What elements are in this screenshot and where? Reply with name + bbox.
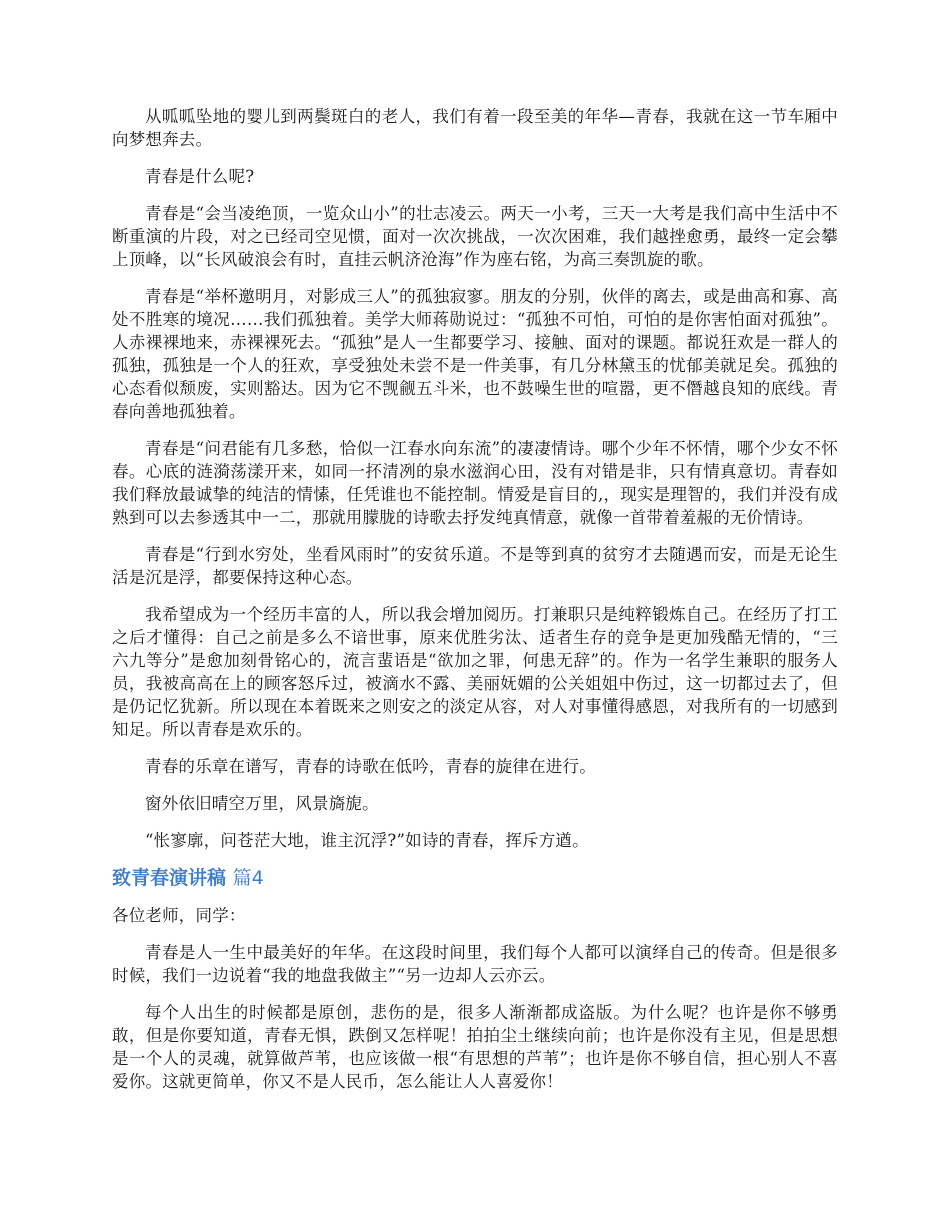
paragraph: 我希望成为一个经历丰富的人，所以我会增加阅历。打兼职只是纯粹锻炼自己。在经历了打工之后才懂得：自己之前是多么不谙世事，原来优胜劣汰、适者生存的竞争是更加残酷无情的，“三六九等分”是愈加刻骨铭心的，流言蜚语是“欲加之罪，何患无辞”的。作为一名学生兼职的服务人员，我被高高在上的顾客怒斥过，被滴水不露、美丽妩媚的公关姐姐中伤过，这一切都过去了，但是仍记忆犹新。所以现在本着既来之则安之的淡定从容，对人对事懂得感恩，对我所有的一切感到知足。所以青春是欢乐的。 bbox=[112, 605, 838, 739]
paragraph: 青春是“问君能有几多愁，恰似一江春水向东流”的凄凄情诗。哪个少年不怀情，哪个少女不怀春。心底的涟漪荡漾开来，如同一抔清冽的泉水滋润心田，没有对错是非，只有情真意切。青春如我们释放最诚挚的纯洁的情愫，任凭谁也不能控制。情爱是盲目的,，现实是理智的，我们并没有成熟到可以去参透其中一二，那就用朦胧的诗歌去抒发纯真情意，就像一首带着羞赧的无价情诗。 bbox=[112, 439, 838, 527]
paragraph: 青春是“行到水穷处，坐看风雨时”的安贫乐道。不是等到真的贫穷才去随遇而安，而是无论生活是沉是浮，都要保持这种心态。 bbox=[112, 545, 838, 587]
paragraph: 窗外依旧晴空万里，风景旖旎。 bbox=[145, 794, 379, 813]
paragraph: 青春是人一生中最美好的年华。在这段时间里，我们每个人都可以演绎自己的传奇。但是很多时候，我们一边说着“我的地盘我做主”“另一边却人云亦云。 bbox=[112, 943, 838, 985]
greeting: 各位老师，同学： bbox=[112, 906, 246, 925]
heading-title: 致青春演讲稿 bbox=[112, 867, 227, 889]
paragraph: 青春是什么呢? bbox=[145, 167, 255, 186]
paragraph: 每个人出生的时候都是原创，悲伤的是，很多人渐渐都成盗版。为什么呢？也许是你不够勇敢，但是你要知道，青春无惧，跌倒又怎样呢！拍拍尘土继续向前；也许是你没有主见，但是思想是一个人的灵魂，就算做芦苇，也应该做一根“有思想的芦苇”；也许是你不够自信，担心别人不喜爱你。这就更简单，你又不是人民币，怎么能让人人喜爱你！ bbox=[112, 1003, 838, 1091]
paragraph: 青春是“会当凌绝顶，一览众山小”的壮志凌云。两天一小考，三天一大考是我们高中生活中不断重演的片段，对之已经司空见惯，面对一次次挑战，一次次困难，我们越挫愈勇，最终一定会攀上顶峰，以“长风破浪会有时，直挂云帆济沧海”作为座右铭，为高三奏凯旋的歌。 bbox=[112, 204, 838, 269]
paragraph: 青春是“举杯邀明月，对影成三人”的孤独寂寥。朋友的分别，伙伴的离去，或是曲高和寡、高处不胜寒的境况……我们孤独着。美学大师蒋勋说过：“孤独不可怕，可怕的是你害怕面对孤独”。人赤裸裸地来，赤裸裸死去。“孤独”是人一生都要学习、接触、面对的课题。都说狂欢是一群人的孤独，孤独是一个人的狂欢，享受独处未尝不是一件美事，有几分林黛玉的忧郁美就足矣。孤独的心态看似颓废，实则豁达。因为它不觊觎五斗米，也不鼓噪生世的喧嚣，更不僭越良知的底线。青春向善地孤独着。 bbox=[112, 287, 838, 421]
section-heading bbox=[112, 866, 838, 890]
paragraph: “怅寥廓，问苍茫大地，谁主沉浮?”如诗的青春，挥斥方遒。 bbox=[145, 831, 589, 850]
paragraph: 青春的乐章在谱写，青春的诗歌在低吟，青春的旋律在进行。 bbox=[145, 757, 596, 776]
heading-number: 篇4 bbox=[232, 867, 264, 889]
paragraph: 从呱呱坠地的婴儿到两鬓斑白的老人，我们有着一段至美的年华—青春，我就在这一节车厢中向梦想奔去。 bbox=[112, 107, 838, 149]
